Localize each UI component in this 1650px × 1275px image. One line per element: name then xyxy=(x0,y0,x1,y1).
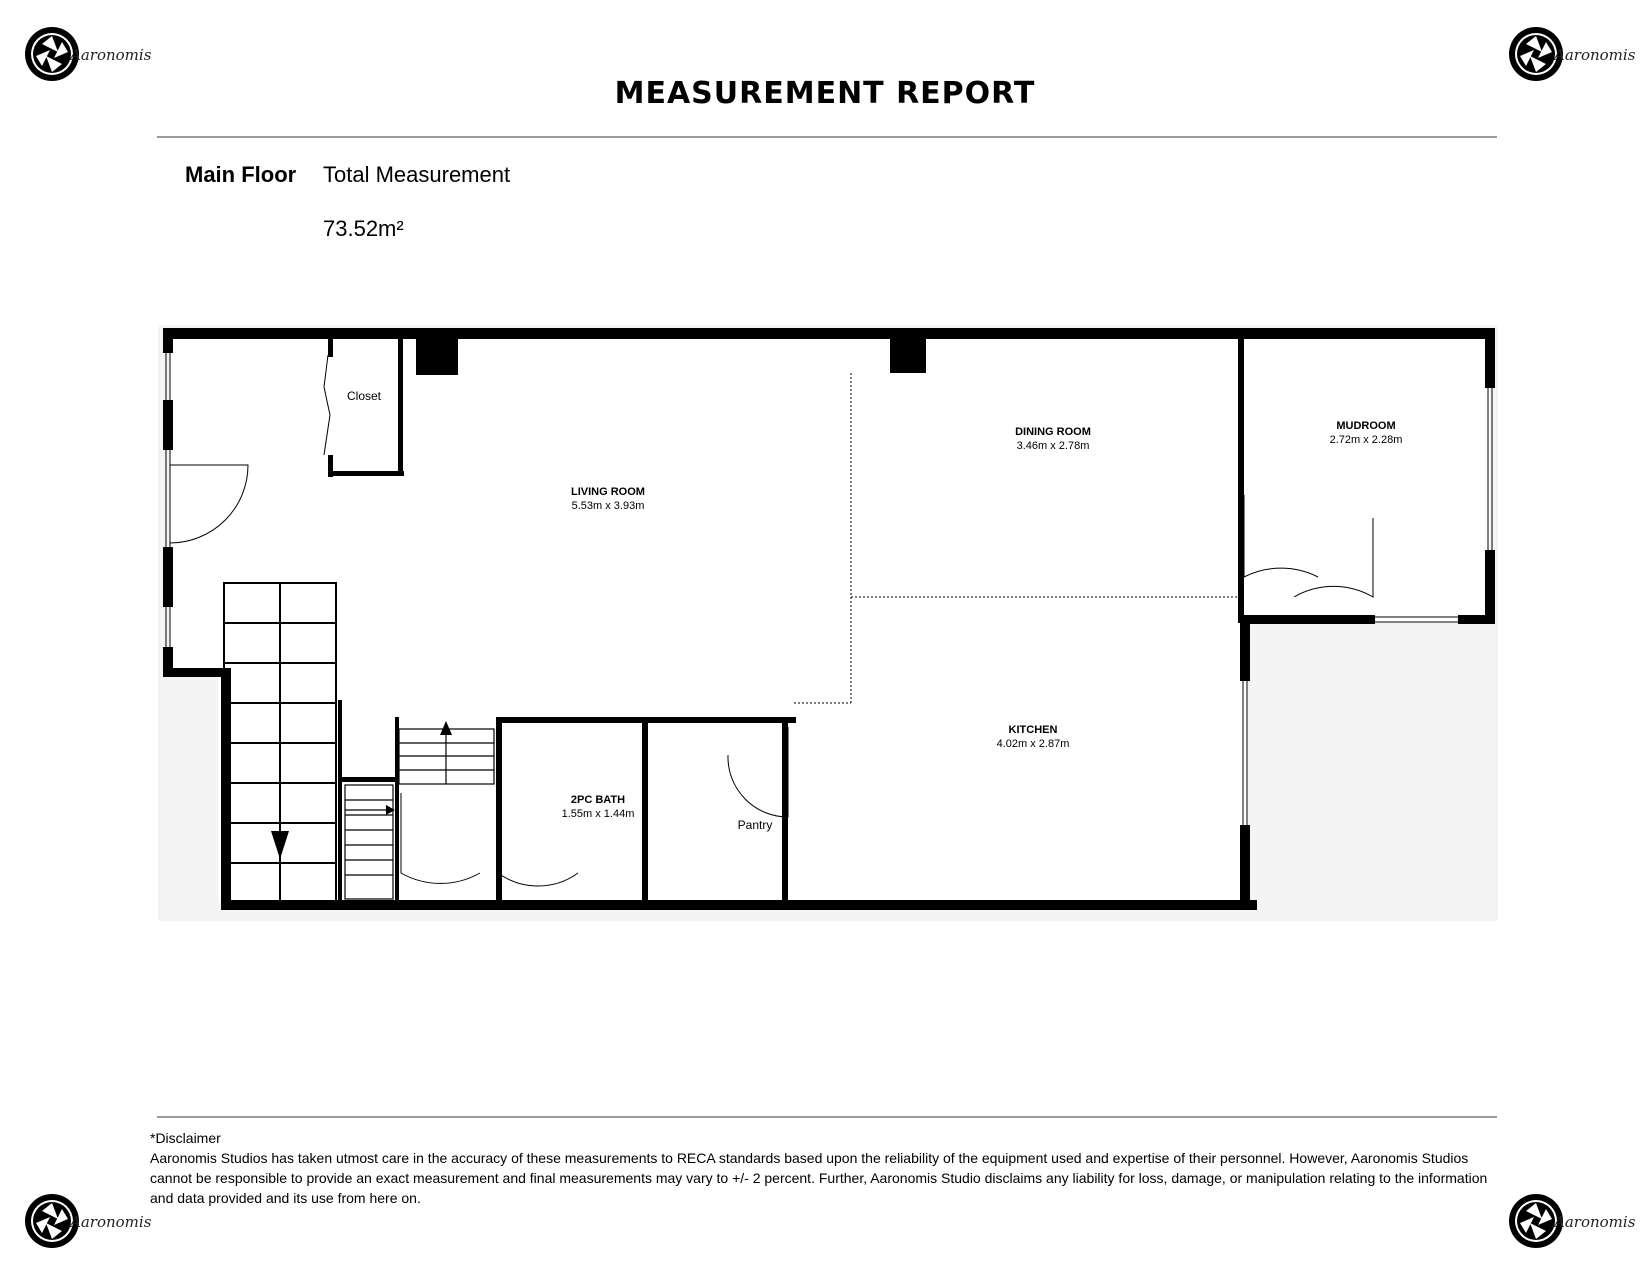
room-dims-kitchen: 4.02m x 2.87m xyxy=(996,738,1070,750)
room-label-kitchen: KITCHEN xyxy=(1008,724,1058,736)
svg-text:Aaronomis: Aaronomis xyxy=(70,1213,152,1231)
room-label-dining-room: DINING ROOM xyxy=(1015,426,1091,438)
room-dims-dining-room: 3.46m x 2.78m xyxy=(1016,440,1090,452)
svg-text:Aaronomis: Aaronomis xyxy=(1554,1213,1636,1231)
room-label-pantry: Pantry xyxy=(737,818,773,832)
disclaimer-title: *Disclaimer xyxy=(150,1130,221,1146)
brand-logo-bottom-left xyxy=(22,1189,152,1253)
room-label-mudroom: MUDROOM xyxy=(1336,420,1396,432)
page-title: MEASUREMENT REPORT xyxy=(614,76,1036,111)
total-measurement-value: 73.52m² xyxy=(323,216,404,241)
room-dims-mudroom: 2.72m x 2.28m xyxy=(1329,434,1403,446)
room-label-living-room: LIVING ROOM xyxy=(571,486,645,498)
room-dims-2pc-bath: 1.55m x 1.44m xyxy=(561,808,635,820)
floor-label: Main Floor xyxy=(185,162,297,187)
total-measurement-label: Total Measurement xyxy=(323,162,511,187)
floor-plan xyxy=(158,325,1498,921)
disclaimer-text: Aaronomis Studios has taken utmost care in the accuracy of these measurements to RECA standards based upon the reliability of the equipment used and expertise of their personnel. However, Aaronomis Studios cannot be responsible to provide an exact measurement and final measurements may vary to +/- 2 percent. Further, Aaronomis Studio disclaims any liability for loss, damage, or manipulation relating to the information and data provided and its use from here on. xyxy=(150,1150,1488,1206)
svg-text:Aaronomis: Aaronomis xyxy=(1554,46,1636,64)
room-label-2pc-bath: 2PC BATH xyxy=(570,794,626,806)
disclaimer xyxy=(150,1128,1505,1208)
room-dims-living-room: 5.53m x 3.93m xyxy=(571,500,645,512)
svg-text:Aaronomis: Aaronomis xyxy=(70,46,152,64)
header-divider xyxy=(157,136,1497,138)
footer-divider xyxy=(157,1116,1497,1118)
room-label-closet: Closet xyxy=(346,389,382,403)
brand-logo-bottom-right xyxy=(1506,1189,1636,1253)
